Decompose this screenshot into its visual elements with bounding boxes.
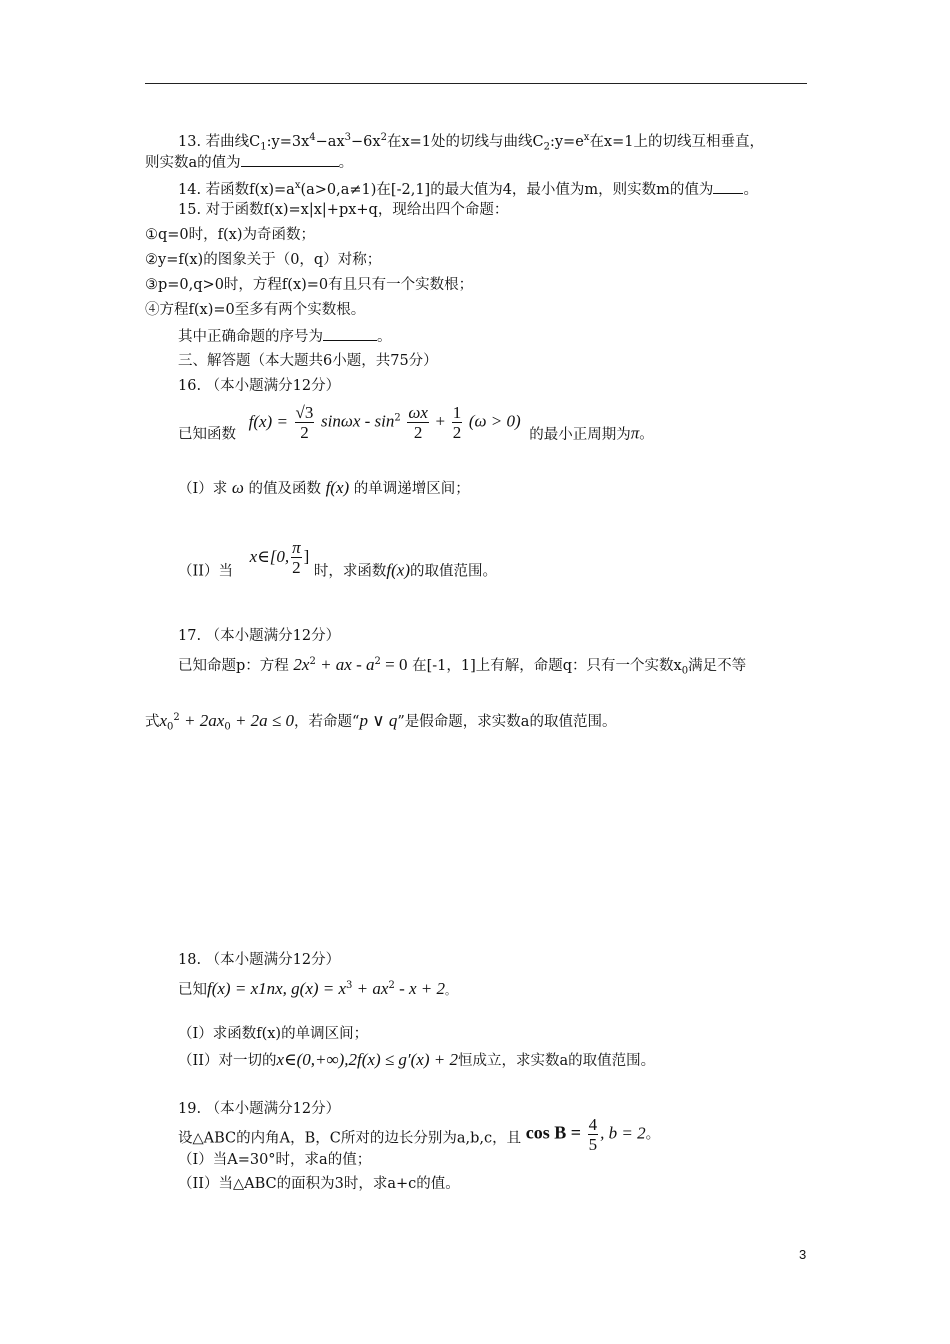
q16-given: 已知函数 f(x) = $\frac{√3}{2}$ sinωx - $\sin^2$ $\frac{\omega x}{2}$ + $\frac{1}{2}$ (ω > 0) 的最小正周期为π。 [178,403,654,443]
q15-item-4: ④方程f(x)=0至多有两个实数根。 [145,302,366,318]
q19-part1: （I）当A=30°时，求a的值； [178,1152,372,1168]
q13-line2: 则实数a的值为 。 [145,152,353,173]
section-heading: 三、解答题（本大题共6小题，共75分） [178,353,438,369]
fraction-sqrt3-over-2: $\frac{√3}{2}$ [295,403,314,442]
answer-blank [323,326,377,341]
q19-given: 设△ABC的内角A，B，C所对的边长分别为a,b,c，且 cos B = $\frac{4}{5}$ , b = 2。 [178,1115,661,1154]
q18-heading: 18. （本小题满分12分） [178,952,341,968]
q15-intro: 15. 对于函数f(x)=x|x|+px+q，现给出四个命题： [178,202,509,218]
q18-given: 已知f(x) = x1nx, $g(x) = x^3 + ax^2 - x + 2$。 [178,978,457,998]
fraction-pi-over-2: $\frac{\pi}{2}$ [292,538,301,577]
q15-answer: 其中正确命题的序号为 。 [178,326,392,347]
answer-blank [241,152,339,167]
fraction-wx-over-2: $\frac{\omega x}{2}$ [408,403,428,442]
q17-line2: 式$x_0^2 + 2ax_0 + 2a \le 0$，若命题“p ∨ q”是假命题，求实数a的取值范围。 [145,710,617,733]
fraction-1-over-2: $\frac{1}{2}$ [452,403,462,442]
math-fx: f(x) = [248,411,288,431]
q17-heading: 17. （本小题满分12分） [178,628,341,644]
q14-line: 14. 若函数$f(x)=a^x(a>0,a\ne 1)$在[-2,1]的最大值为4，最小值为m，则实数m的值为 。 [178,180,758,198]
q18-part1: （I）求函数f(x)的单调区间； [178,1026,369,1042]
q18-part2: （II）对一切的x∈(0,+∞),2f(x) ≤ g′(x) + 2恒成立，求实数a的取值范围。 [178,1050,656,1069]
fraction-4-over-5: $\frac{4}{5}$ [588,1115,598,1154]
q15-item-2: ②y=f(x)的图象关于（0，q）对称； [145,252,382,268]
q16-part2: （II）当 x∈[0, $\frac{\pi}{2}$ ] 时，求函数f(x)的取值范围。 [178,538,497,580]
q19-part2: （II）当△ABC的面积为3时，求a+c的值。 [178,1176,460,1192]
q17-line1: 已知命题p：方程 $2x^2$ + ax - $a^2 = 0$ 在[-1，1]上有解，命题q：只有一个实数$x_0$满足不等 [178,654,747,677]
header-rule [145,83,807,84]
q13-line1: 13. 若曲线$C_1:y=3x^4-ax^3-6x^2$在x=1处的切线与曲线$C_2:y=e^x$在x=1上的切线互相垂直， [178,132,764,153]
q16-heading: 16. （本小题满分12分） [178,378,341,394]
q15-item-3: ③p=0,q>0时，方程f(x)=0有且只有一个实数根； [145,277,474,293]
q19-heading: 19. （本小题满分12分） [178,1101,341,1117]
q15-item-1: ①q=0时，f(x)为奇函数； [145,227,316,243]
q16-part1: （I）求 ω 的值及函数 f(x) 的单调递增区间； [178,478,470,497]
answer-blank [713,179,743,194]
page-number: 3 [799,1247,807,1262]
